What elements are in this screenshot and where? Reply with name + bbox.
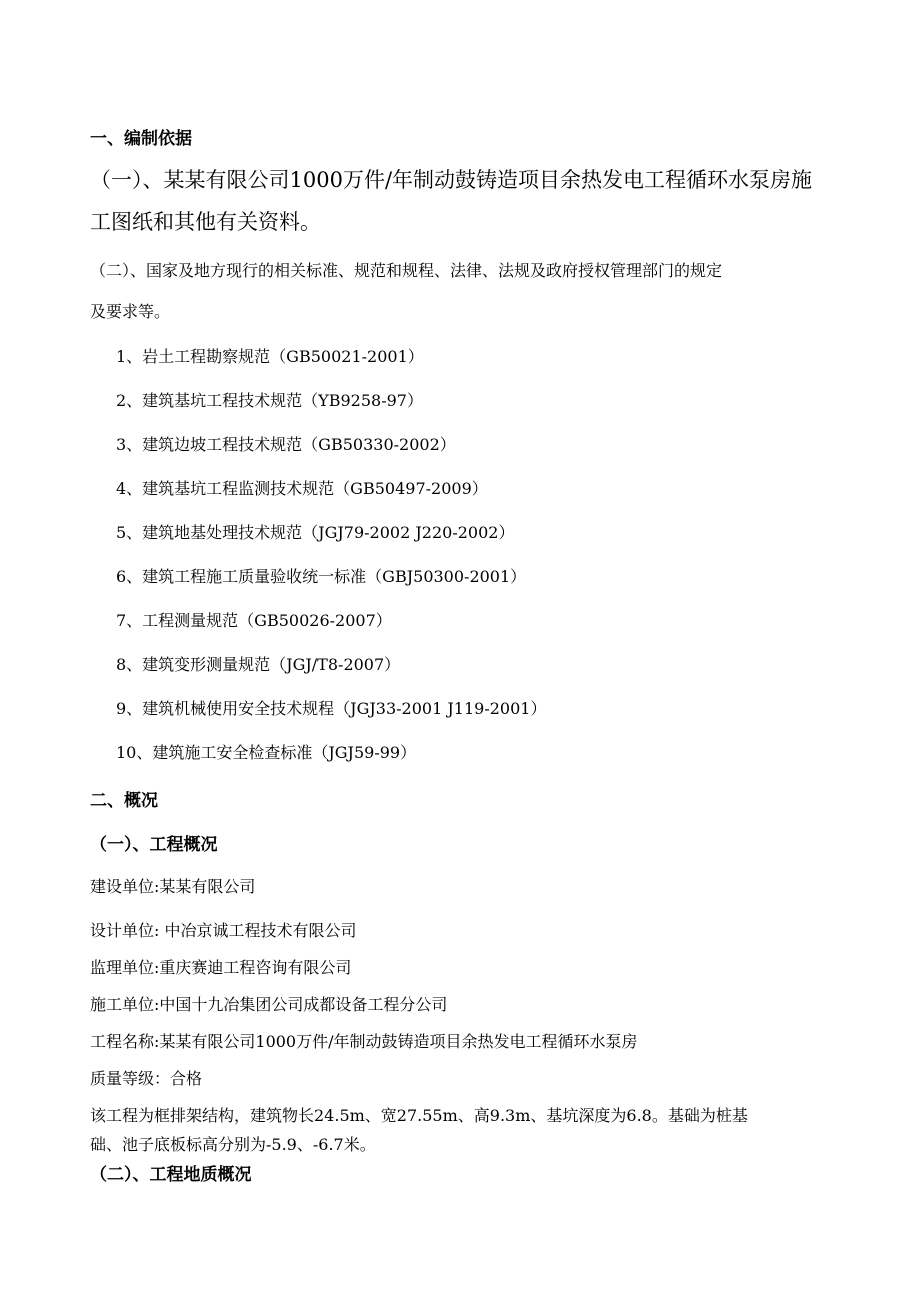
standard-item-2: 2、建筑基坑工程技术规范（YB9258-97）: [116, 391, 423, 410]
info-quality-grade: 质量等级：合格: [90, 1069, 203, 1088]
subsection-heading-geology: （二）、工程地质概况: [90, 1165, 252, 1185]
info-project-name: 工程名称:某某有限公司1000万件/年制动鼓铸造项目余热发电工程循环水泵房: [90, 1032, 638, 1051]
paragraph-1-line-1: （一）、某某有限公司1000万件/年制动鼓铸造项目余热发电工程循环水泵房施: [90, 168, 813, 192]
standard-item-7: 7、工程测量规范（GB50026-2007）: [116, 611, 392, 630]
paragraph-2-line-2: 及要求等。: [90, 302, 171, 321]
structure-desc-line-2: 础、池子底板标高分别为-5.9、-6.7米。: [90, 1135, 376, 1154]
standard-item-5: 5、建筑地基处理技术规范（JGJ79-2002 J220-2002）: [116, 523, 515, 542]
info-supervision-unit: 监理单位:重庆赛迪工程咨询有限公司: [90, 958, 352, 977]
info-design-unit: 设计单位: 中冶京诚工程技术有限公司: [90, 921, 357, 940]
subsection-heading-project: （一）、工程概况: [90, 835, 218, 855]
section-heading-1: 一、编制依据: [90, 129, 192, 149]
standard-item-6: 6、建筑工程施工质量验收统一标准（GBJ50300-2001）: [116, 567, 527, 586]
standard-item-1: 1、岩土工程勘察规范（GB50021-2001）: [116, 347, 424, 366]
paragraph-1-line-2: 工图纸和其他有关资料。: [90, 210, 321, 234]
section-heading-2: 二、概况: [90, 791, 158, 811]
standard-item-3: 3、建筑边坡工程技术规范（GB50330-2002）: [116, 435, 456, 454]
standard-item-9: 9、建筑机械使用安全技术规程（JGJ33-2001 J119-2001）: [116, 699, 547, 718]
paragraph-2-line-1: （二）、国家及地方现行的相关标准、规范和规程、法律、法规及政府授权管理部门的规定: [90, 261, 723, 280]
standard-item-8: 8、建筑变形测量规范（JGJ/T8-2007）: [116, 655, 401, 674]
info-builder-unit: 施工单位:中国十九冶集团公司成都设备工程分公司: [90, 995, 448, 1014]
standard-item-4: 4、建筑基坑工程监测技术规范（GB50497-2009）: [116, 479, 488, 498]
structure-desc-line-1: 该工程为框排架结构，建筑物长24.5m、宽27.55m、高9.3m、基坑深度为6.8。基础为桩基: [90, 1106, 748, 1125]
standard-item-10: 10、建筑施工安全检查标准（JGJ59-99）: [116, 743, 417, 762]
info-construction-unit: 建设单位:某某有限公司: [90, 877, 256, 896]
